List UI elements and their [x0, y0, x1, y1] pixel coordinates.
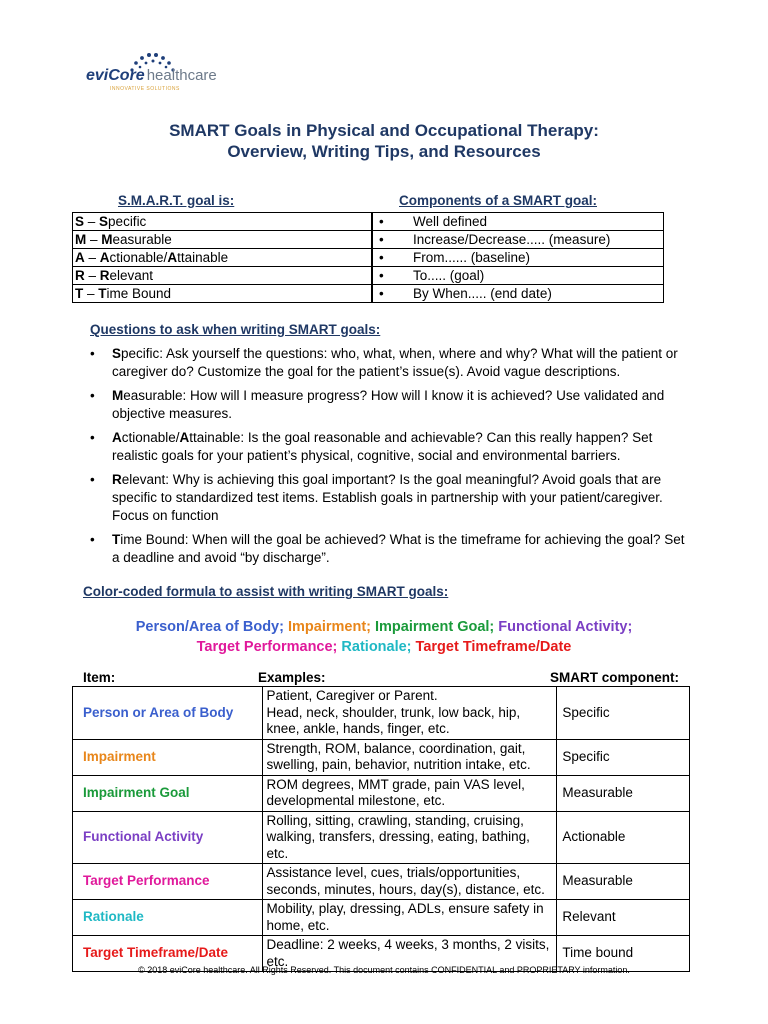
question-text: pecific: Ask yourself the questions: who, what, when, where and why? What will the patient or caregiver do? Customize the goal for the patient’s issue(s). Avoid vague descriptions. [112, 346, 678, 379]
item-component: Actionable [557, 811, 690, 864]
question-item [90, 429, 690, 465]
items-table-row [73, 775, 690, 811]
item-component: Measurable [557, 775, 690, 811]
question-text: easurable: How will I measure progress? How will I know it is achieved? Use validated and objective measures. [112, 388, 665, 421]
smart-letter-cell [73, 267, 372, 285]
item-name: Target Timeframe/Date [73, 936, 263, 972]
component-row [373, 267, 664, 285]
question-text: ime Bound: When will the goal be achieved? What is the timeframe for achieving the goal? Set a deadline and avoid “by discharge”. [112, 532, 685, 565]
item-component: Time bound [557, 936, 690, 972]
examples-column-header: Examples: [258, 670, 326, 685]
bullet-icon: • [379, 268, 384, 283]
question-initial: A [179, 430, 190, 445]
smart-letter: A [75, 250, 85, 265]
bullet-icon: • [379, 232, 384, 247]
items-table [72, 686, 690, 972]
formula-term: Target Performance; [196, 639, 338, 655]
items-table-row [73, 900, 690, 936]
document-title-line2: Overview, Writing Tips, and Resources [227, 142, 541, 161]
item-examples: ROM degrees, MMT grade, pain VAS level, developmental milestone, etc. [262, 775, 557, 811]
smart-letter-row [73, 285, 372, 303]
question-item [90, 387, 690, 423]
smart-letter-row [73, 213, 372, 231]
evicore-logo [86, 50, 226, 100]
question-item [90, 345, 690, 381]
smart-initial: R [99, 268, 110, 283]
smart-dash: – [86, 232, 102, 247]
bullet-icon: • [90, 346, 95, 361]
item-component: Specific [557, 687, 690, 740]
smart-letter-row [73, 231, 372, 249]
smart-word: ime Bound [106, 286, 172, 301]
component-cell [373, 231, 664, 249]
items-table-row [73, 811, 690, 864]
logo-tagline: INNOVATIVE SOLUTIONS [110, 86, 180, 92]
smart-dash: – [84, 268, 100, 283]
question-initial: R [112, 472, 122, 487]
item-name: Impairment [73, 739, 263, 775]
item-component: Specific [557, 739, 690, 775]
question-text: elevant: Why is achieving this goal important? Is the goal meaningful? Avoid goals that are specific to standardized test items. Establish goals in partnership with your patient/caregiver. Focus on function [112, 472, 663, 523]
smart-letter-row [73, 249, 372, 267]
question-initial: A [112, 430, 122, 445]
question-initial: T [112, 532, 121, 547]
component-row [373, 231, 664, 249]
formula-term: Person/Area of Body; [135, 619, 284, 635]
logo-suffix: healthcare [146, 67, 217, 84]
smart-letter: S [75, 214, 85, 229]
smart-letters-table [72, 212, 372, 303]
formula-term: Target Timeframe/Date [415, 639, 572, 655]
formula-term: Functional Activity; [498, 619, 633, 635]
document-title-line1: SMART Goals in Physical and Occupational Therapy: [169, 121, 599, 140]
smart-letter: T [75, 286, 84, 301]
smart-initial: T [98, 286, 107, 301]
smart-initial: M [101, 232, 113, 247]
component-cell [373, 267, 664, 285]
item-examples: Mobility, play, dressing, ADLs, ensure safety in home, etc. [262, 900, 557, 936]
formula-term: Impairment Goal; [375, 619, 495, 635]
bullet-icon: • [379, 250, 384, 265]
items-table-row [73, 687, 690, 740]
footer-copyright: © 2018 eviCore healthcare. All Rights Reserved. This document contains CONFIDENTIAL and PROPRIETARY information. [138, 965, 630, 975]
bullet-icon: • [90, 388, 95, 403]
item-examples: Patient, Caregiver or Parent. Head, neck, shoulder, trunk, low back, hip, knee, ankle, hands, finger, etc. [262, 687, 557, 740]
item-examples: Rolling, sitting, crawling, standing, cruising, walking, transfers, dressing, eating, bathing, etc. [262, 811, 557, 864]
item-name: Person or Area of Body [73, 687, 263, 740]
logo-brand: eviCore [86, 67, 145, 84]
item-component: Measurable [557, 864, 690, 900]
smart-word: ctionable/ [109, 250, 168, 265]
question-initial: M [112, 388, 124, 403]
smart-letter-cell [73, 249, 372, 267]
questions-header: Questions to ask when writing SMART goals: [90, 322, 381, 337]
item-name: Rationale [73, 900, 263, 936]
component-row [373, 285, 664, 303]
question-item [90, 531, 690, 567]
items-table-row [73, 739, 690, 775]
smart-word: ttainable [177, 250, 229, 265]
bullet-icon: • [90, 532, 95, 547]
smart-letter-cell [73, 231, 372, 249]
formula-line2 [0, 637, 768, 657]
question-initial: S [112, 346, 122, 361]
item-examples: Assistance level, cues, trials/opportunities, seconds, minutes, hours, day(s), distance, etc. [262, 864, 557, 900]
formula-term: Rationale; [341, 639, 412, 655]
item-name: Target Performance [73, 864, 263, 900]
item-column-header: Item: [83, 670, 116, 685]
bullet-icon: • [90, 472, 95, 487]
smart-letter-cell [73, 213, 372, 231]
smart-initial: S [99, 214, 109, 229]
logo-wordmark [86, 67, 217, 85]
formula-term: Impairment; [287, 619, 371, 635]
component-text: Well defined [413, 214, 488, 229]
component-cell [373, 213, 664, 231]
smart-letter-cell [73, 285, 372, 303]
component-row [373, 213, 664, 231]
bullet-icon: • [379, 286, 384, 301]
question-text: ttainable: Is the goal reasonable and achievable? Can this really happen? Set realistic goals for your patient’s physical, cognitive, social and environmental barriers. [112, 430, 653, 463]
item-component: Relevant [557, 900, 690, 936]
smart-word: easurable [112, 232, 172, 247]
component-column-header: SMART component: [550, 670, 679, 685]
items-table-row [73, 864, 690, 900]
component-text: By When..... (end date) [413, 286, 552, 301]
item-examples: Strength, ROM, balance, coordination, gait, swelling, pain, behavior, nutrition intake, etc. [262, 739, 557, 775]
smart-letter: M [75, 232, 87, 247]
bullet-icon: • [90, 430, 95, 445]
questions-list [90, 345, 690, 573]
smart-dash: – [84, 250, 100, 265]
smart-goal-header: S.M.A.R.T. goal is: [118, 193, 235, 208]
smart-dash: – [83, 286, 99, 301]
formula-header: Color-coded formula to assist with writing SMART goals: [83, 584, 449, 599]
smart-letter-row [73, 267, 372, 285]
item-name: Functional Activity [73, 811, 263, 864]
smart-letter: R [75, 268, 85, 283]
component-row [373, 249, 664, 267]
smart-initial: A [167, 250, 178, 265]
component-text: From...... (baseline) [413, 250, 531, 265]
smart-initial: A [99, 250, 110, 265]
smart-components-table [372, 212, 664, 303]
component-cell [373, 249, 664, 267]
component-cell [373, 285, 664, 303]
item-examples: Deadline: 2 weeks, 4 weeks, 3 months, 2 visits, etc. [262, 936, 557, 972]
item-name: Impairment Goal [73, 775, 263, 811]
bullet-icon: • [379, 214, 384, 229]
formula-line1 [0, 617, 768, 637]
smart-word: elevant [109, 268, 154, 283]
smart-word: pecific [108, 214, 147, 229]
components-header: Components of a SMART goal: [399, 193, 597, 208]
component-text: To..... (goal) [413, 268, 485, 283]
question-text: ctionable/ [121, 430, 180, 445]
smart-dash: – [84, 214, 100, 229]
question-item [90, 471, 690, 525]
component-text: Increase/Decrease..... (measure) [413, 232, 611, 247]
